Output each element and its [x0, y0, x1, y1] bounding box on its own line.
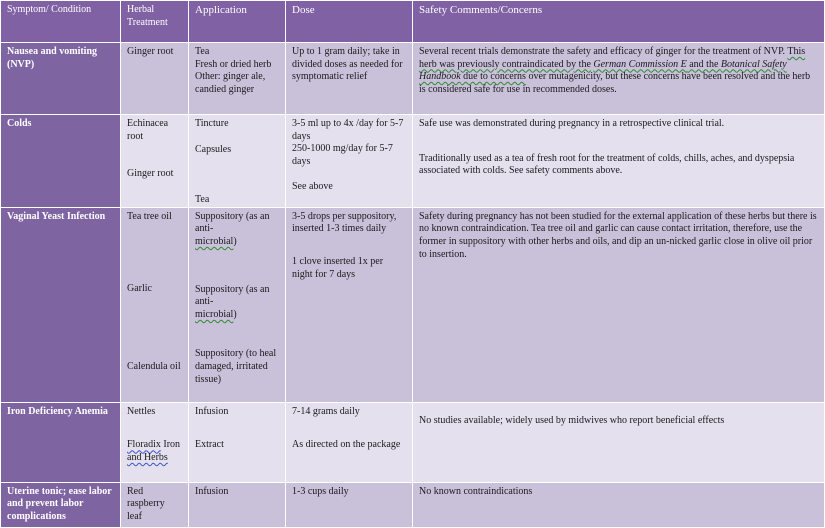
- application-text: Tea: [195, 194, 210, 206]
- application-cell: [189, 115, 286, 208]
- application-text: Other: ginger ale, candied ginger: [195, 71, 266, 95]
- safety-cell: No known contraindications: [413, 482, 825, 527]
- application-text: Suppository (as an anti- microbial): [195, 210, 270, 247]
- herb-name: Calendula oil: [127, 360, 181, 372]
- safety-text: Botanical Safety Handbook: [419, 58, 787, 83]
- herb-name: Ginger root: [127, 168, 174, 180]
- table-row: [1, 482, 825, 527]
- dose-text: 250-1000 mg/day for 5-7 days: [292, 143, 393, 167]
- application-text: Tincture: [195, 118, 229, 129]
- symptom-cell: Colds: [1, 115, 121, 208]
- application-text: Tea: [195, 46, 210, 57]
- herb-cell: [121, 115, 189, 208]
- application-text: Extract: [195, 439, 224, 451]
- application-text: Suppository (as an anti- microbial): [195, 283, 270, 320]
- application-cell: [189, 402, 286, 482]
- dose-cell: [286, 43, 413, 115]
- safety-cell: [413, 402, 825, 482]
- dose-cell: [286, 402, 413, 482]
- safety-text: and the: [686, 58, 721, 70]
- application-text: Infusion: [195, 405, 229, 417]
- safety-text: Safe use was demonstrated during pregnancy in a retrospective clinical trial.: [419, 118, 725, 129]
- header-herbal-treatment: Herbal Treatment: [121, 1, 189, 43]
- header-application: Application: [189, 1, 286, 43]
- dose-cell: 1-3 cups daily: [286, 482, 413, 527]
- table-row: [1, 207, 825, 402]
- dose-text: 3-5 ml up to 4x /day for 5-7 days: [292, 118, 404, 142]
- safety-cell: [413, 43, 825, 115]
- herb-cell: Red raspberry leaf: [121, 482, 189, 527]
- herb-name: Tea tree oil: [127, 210, 172, 222]
- header-symptom: Symptom/ Condition: [1, 1, 121, 43]
- dose-text: 7-14 grams daily: [292, 405, 360, 417]
- application-cell: [189, 43, 286, 115]
- header-safety: Safety Comments/Concerns: [413, 1, 825, 43]
- table-row: [1, 43, 825, 115]
- herb-name: Floradix Iron and Herbs: [127, 439, 181, 463]
- herb-name: Nettles: [127, 405, 156, 417]
- herb-cell: [121, 43, 189, 115]
- herb-name: Garlic: [127, 283, 152, 295]
- herb-cell: [121, 402, 189, 482]
- header-row: [1, 1, 825, 43]
- safety-text: Traditionally used as a tea of fresh root for the treatment of colds, chills, aches, and dyspepsia associated with colds. See safety comments above.: [419, 152, 795, 177]
- safety-text: over mutagenicity, but these concerns have been resolved and the herb is considered safe for use in recommended doses.: [419, 71, 811, 95]
- application-text: Suppository (to heal damaged, irritated tissue): [195, 348, 277, 385]
- application-text: Capsules: [195, 143, 232, 155]
- herb-name: Echinacea root: [127, 118, 169, 142]
- symptom-cell: Iron Deficiency Anemia: [1, 402, 121, 482]
- herb-cell: [121, 207, 189, 402]
- safety-cell: [413, 115, 825, 208]
- table-row: [1, 402, 825, 482]
- safety-text: German Commission E: [593, 58, 687, 70]
- table-row: [1, 115, 825, 208]
- symptom-cell: Uterine tonic; ease labor and prevent labor complications: [1, 482, 121, 527]
- header-dose: Dose: [286, 1, 413, 43]
- application-text: Fresh or dried herb: [195, 58, 272, 70]
- safety-text: No studies available; widely used by midwives who report beneficial effects: [419, 414, 725, 426]
- dose-cell: [286, 115, 413, 208]
- dose-text: See above: [292, 181, 333, 193]
- dose-text: As directed on the package: [292, 439, 401, 451]
- safety-cell: Safety during pregnancy has not been studied for the external application of these herbs but there is no known contraindication. Tea tree oil and garlic can cause contact irritation, therefore, use the former in suppository with other herbs and oils, and dip an un-nicked garlic close in olive oil prior to insertion.: [413, 207, 825, 402]
- dose-text: 3-5 drops per suppository, inserted 1-3 times daily: [292, 210, 397, 235]
- application-cell: [189, 207, 286, 402]
- safety-text: This herb was previously contraindicated by the: [419, 46, 806, 70]
- dose-cell: [286, 207, 413, 402]
- herb-name: Ginger root: [127, 46, 174, 57]
- dose-text: 1 clove inserted 1x per night for 7 days: [292, 255, 384, 280]
- symptom-cell: Vaginal Yeast Infection: [1, 207, 121, 402]
- safety-text: due to concerns: [460, 71, 526, 83]
- safety-text: Several recent trials demonstrate the safety and efficacy of ginger for the treatment of NVP.: [419, 46, 788, 57]
- dose-text: Up to 1 gram daily; take in divided doses as needed for symptomatic relief: [292, 46, 403, 83]
- application-cell: Infusion: [189, 482, 286, 527]
- symptom-cell: Nausea and vomiting (NVP): [1, 43, 121, 115]
